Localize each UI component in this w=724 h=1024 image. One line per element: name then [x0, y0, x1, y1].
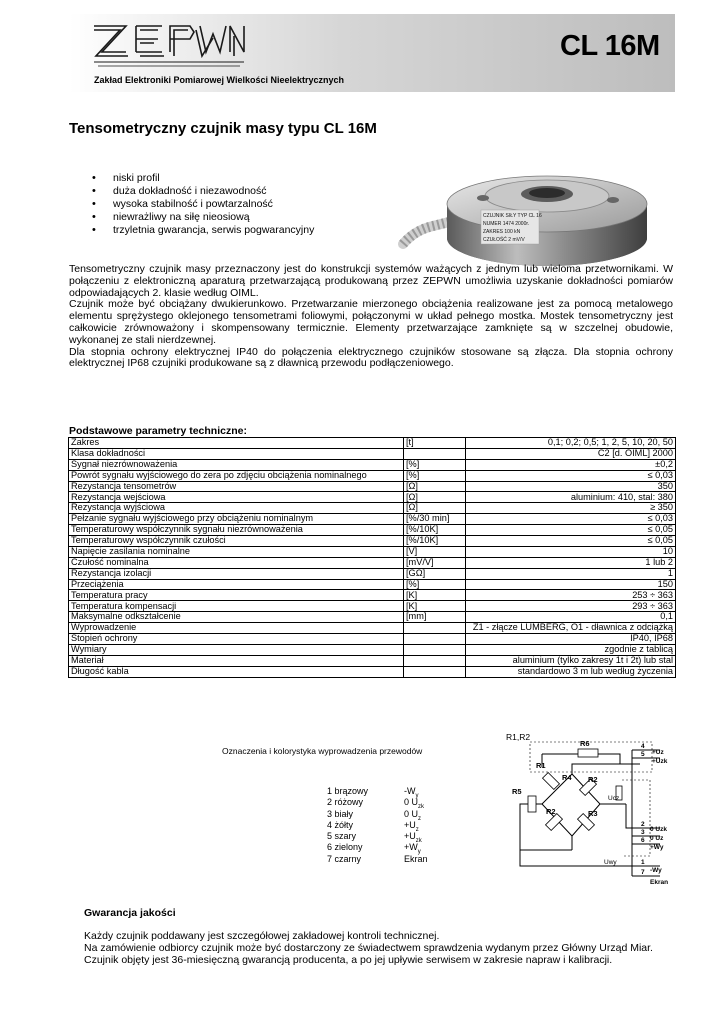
terminal-label: +Wy [650, 844, 664, 851]
param-value: 293 ÷ 363 [466, 601, 676, 612]
feature-item: • duża dokładność i niezawodność [92, 185, 314, 198]
param-name: Rezystancja tensometrów [69, 481, 404, 492]
description-paragraph: Czujnik może być obciążany dwukierunkowo. Przetwarzanie mierzonego obciążenia realizowane jest za pomocą metalowego elementu sprężystego oklejonego tensometrami foliowymi, połączonymi w układ pełnego mostka. Mostek tensometryczny jest całkowicie zrównoważony i skompensowany termicznie. Elementy przetwarzające zamknięte są w szczelnej obudowie, wykonanej ze stali nierdzewnej. [69, 298, 673, 346]
diagram-title: R1,R2 [506, 732, 531, 742]
param-name: Zakres [69, 438, 404, 449]
terminal-number: 7 [641, 869, 645, 876]
description-paragraph: Tensometryczny czujnik masy przeznaczony jest do konstrukcji systemów ważących z jednym lub wieloma przetwornikami. W połączeniu z elektroniczną aparaturą przetwarzającą produkowaną przez ZEPWN umożliwia uzyskanie dokładności pomiarów odpowiadających 2. klasie według OIML. [69, 263, 673, 299]
param-unit [404, 448, 466, 459]
param-value: C2 [d. OIML] 2000 [466, 448, 676, 459]
params-row [69, 438, 676, 449]
wiring-item [327, 820, 437, 831]
params-row [69, 644, 676, 655]
terminal-label: +Uz [652, 749, 664, 756]
param-unit: [Ω] [404, 492, 466, 503]
wire-color: 4 żółty [327, 819, 354, 830]
resistor-label: R6 [580, 739, 590, 748]
param-unit [404, 623, 466, 634]
params-row [69, 459, 676, 470]
warranty-paragraph: Czujnik objęty jest 36-miesięczną gwarancją producenta, a po jej upływie serwisem w zakresie napraw i kalibracji. [84, 953, 613, 966]
warranty-paragraph: Na zamówienie odbiorcy czujnik może być dostarczony ze świadectwem sprawdzenia wydanym przez Główny Urząd Miar. [84, 941, 653, 954]
wire-signal-main: +U [404, 831, 416, 842]
feature-item: • wysoka stabilność i powtarzalność [92, 198, 314, 211]
param-value: 10 [466, 546, 676, 557]
wire-color: 1 brązowy [327, 786, 369, 796]
wiring-list [327, 786, 437, 865]
param-unit: [%] [404, 459, 466, 470]
wire-signal-sub: zk [415, 837, 422, 844]
params-row [69, 557, 676, 568]
wire-signal-sub: y [417, 849, 421, 856]
param-value: ≤ 0,03 [466, 470, 676, 481]
resistor-label: R1 [536, 761, 546, 770]
wiring-title: Oznaczenia i kolorystyka wyprowadzenia przewodów [222, 746, 423, 756]
param-name: Stopień ochrony [69, 634, 404, 645]
param-value: IP40, IP68 [466, 634, 676, 645]
resistor-label: R3 [588, 809, 598, 818]
param-unit: [V] [404, 546, 466, 557]
load-cell-photo [395, 160, 657, 272]
param-value: 150 [466, 579, 676, 590]
wiring-item [327, 842, 437, 856]
terminal-number: 3 [641, 829, 645, 836]
param-unit: [%] [404, 579, 466, 590]
terminal-label: +Uzk [652, 758, 668, 765]
param-value: ≤ 0,05 [466, 536, 676, 547]
param-name: Maksymalne odkształcenie [69, 612, 404, 623]
param-name: Długość kabla [69, 666, 404, 677]
param-unit: [GΩ] [404, 568, 466, 579]
description-paragraph: Dla stopnia ochrony elektrycznej IP40 do połączenia elektrycznego czujników stosowane są złącza. Dla stopnia ochrony elektrycznej IP68 czujniki produkowane są z dławnicą przewodu podłączeniowego. [69, 345, 673, 370]
param-unit: [t] [404, 438, 466, 449]
param-name: Temperatura pracy [69, 590, 404, 601]
wire-signal-sub: z [415, 826, 419, 833]
terminal-number: 5 [641, 751, 645, 758]
param-unit: [mV/V] [404, 557, 466, 568]
param-value: ≥ 350 [466, 503, 676, 514]
params-row [69, 492, 676, 503]
params-row [69, 568, 676, 579]
param-name: Temperaturowy współczynnik sygnału niezrównoważenia [69, 525, 404, 536]
param-name: Napięcie zasilania nominalne [69, 546, 404, 557]
param-unit [404, 655, 466, 666]
wire-signal-main: 0 U [404, 797, 419, 808]
param-unit: [K] [404, 601, 466, 612]
terminal-label: -Wy [650, 867, 662, 874]
product-code: CL 16M [560, 30, 660, 62]
wire-signal-main: +W [404, 842, 418, 853]
sensor-label-plate [481, 210, 542, 244]
param-value: Z1 - złącze LUMBERG, O1 - dławnica z odciążką [466, 623, 676, 634]
company-name: Zakład Elektroniki Pomiarowej Wielkości Nieelektrycznych [94, 75, 345, 85]
wiring-item [327, 809, 437, 820]
param-value: ≤ 0,03 [466, 514, 676, 525]
wire-color: 6 zielony [327, 842, 363, 853]
terminal-number: 2 [641, 821, 645, 828]
feature-item: • niewrażliwy na siłę nieosiową [92, 211, 314, 224]
terminal-label: Ekran [650, 879, 669, 886]
param-name: Materiał [69, 655, 404, 666]
terminal-number: 4 [641, 743, 645, 750]
param-name: Klasa dokładności [69, 448, 404, 459]
warranty-title: Gwarancja jakości [84, 907, 176, 919]
feature-item: • trzyletnia gwarancja, serwis pogwarancyjny [92, 224, 314, 237]
param-name: Czułość nominalna [69, 557, 404, 568]
sensor-label-line: ZAKRES 100 kN [483, 229, 521, 235]
params-row [69, 612, 676, 623]
param-unit: [Ω] [404, 503, 466, 514]
wire-signal-main: +U [404, 819, 416, 830]
bridge-wiring-diagram [500, 732, 680, 892]
param-value: aluminium: 410, stal: 380 [466, 492, 676, 503]
uwy-label: Uwy [604, 859, 617, 866]
param-value: ≤ 0,05 [466, 525, 676, 536]
param-unit: [%/10K] [404, 536, 466, 547]
param-name: Sygnał niezrównoważenia [69, 459, 404, 470]
wire-signal-main: -W [404, 786, 416, 796]
param-value: zgodnie z tablicą [466, 644, 676, 655]
param-unit [404, 634, 466, 645]
params-row [69, 590, 676, 601]
param-name: Pełzanie sygnału wyjściowego przy obciążeniu nominalnym [69, 514, 404, 525]
params-row [69, 546, 676, 557]
param-name: Rezystancja wejściowa [69, 492, 404, 503]
param-name: Temperaturowy współczynnik czułości [69, 536, 404, 547]
param-unit: [%/30 min] [404, 514, 466, 525]
sensor-label-line: NUMER 1474 2000r. [483, 221, 530, 227]
params-row [69, 579, 676, 590]
param-value: 0,1 [466, 612, 676, 623]
params-row [69, 536, 676, 547]
param-name: Temperatura kompensacji [69, 601, 404, 612]
param-value: aluminium (tylko zakresy 1t i 2t) lub stal [466, 655, 676, 666]
wire-signal-sub: y [415, 792, 419, 799]
param-name: Rezystancja wyjściowa [69, 503, 404, 514]
wiring-item [327, 797, 437, 811]
resistor-label: R2 [588, 775, 598, 784]
terminal-number: 6 [641, 837, 645, 844]
param-value: 350 [466, 481, 676, 492]
param-value: standardowo 3 m lub według życzenia [466, 666, 676, 677]
param-value: 1 lub 2 [466, 557, 676, 568]
resistor-label: R4 [562, 773, 572, 782]
feature-item: • niski profil [92, 172, 314, 185]
wire-signal-sub: zk [418, 804, 425, 811]
wire-color: 3 biały [327, 808, 354, 819]
params-row [69, 514, 676, 525]
param-name: Przeciążenia [69, 579, 404, 590]
sensor-label-line: CZUJNIK SIŁY TYP CL 16 [483, 213, 542, 219]
params-title: Podstawowe parametry techniczne: [69, 425, 247, 437]
param-unit [404, 644, 466, 655]
param-value: ±0,2 [466, 459, 676, 470]
params-row [69, 634, 676, 645]
param-value: 253 ÷ 363 [466, 590, 676, 601]
param-unit: [mm] [404, 612, 466, 623]
wire-color: 7 czarny [327, 853, 362, 864]
wire-signal [404, 854, 428, 870]
params-row [69, 666, 676, 677]
params-row [69, 448, 676, 459]
description [69, 264, 673, 370]
wiring-item [327, 831, 437, 842]
resistor-label: R5 [512, 787, 522, 796]
wire-color: 2 różowy [327, 797, 364, 808]
params-table [68, 437, 676, 678]
resistor-label: R2 [546, 807, 556, 816]
params-row [69, 481, 676, 492]
param-unit: [%] [404, 470, 466, 481]
sensor-label-line: CZUŁOŚĆ 2 mV/V [483, 237, 525, 243]
wiring-item [327, 854, 437, 865]
zepwn-logo [92, 22, 247, 70]
terminal-label: 0 Uz [650, 835, 664, 842]
param-unit [404, 666, 466, 677]
wire-signal-main: 0 U [404, 808, 419, 819]
document-title: Tensometryczny czujnik masy typu CL 16M [69, 120, 377, 137]
param-unit: [K] [404, 590, 466, 601]
param-name: Wymiary [69, 644, 404, 655]
warranty-paragraph: Każdy czujnik poddawany jest szczegółowej zakładowej kontroli technicznej. [84, 930, 440, 942]
params-row [69, 623, 676, 634]
terminal-label: 0 Uzk [650, 826, 667, 833]
warranty-text [84, 931, 672, 966]
wiring-item [327, 786, 437, 797]
params-row [69, 470, 676, 481]
wire-signal-main: Ekran [404, 853, 428, 864]
params-row [69, 601, 676, 612]
params-row [69, 655, 676, 666]
terminal-number: 1 [641, 859, 645, 866]
param-name: Powrót sygnału wyjściowego do zera po zdjęciu obciążenia nominalnego [69, 470, 404, 481]
params-row [69, 525, 676, 536]
param-value: 0,1; 0,2; 0,5; 1, 2, 5, 10, 20, 50 [466, 438, 676, 449]
params-row [69, 503, 676, 514]
wire-signal-sub: z [418, 815, 422, 822]
param-name: Rezystancja izolacji [69, 568, 404, 579]
param-unit: [%/10K] [404, 525, 466, 536]
param-name: Wyprowadzenie [69, 623, 404, 634]
wire-color: 5 szary [327, 831, 357, 842]
param-unit: [Ω] [404, 481, 466, 492]
param-value: 1 [466, 568, 676, 579]
ucz-label: Ucz [608, 795, 620, 802]
feature-list [92, 172, 314, 237]
